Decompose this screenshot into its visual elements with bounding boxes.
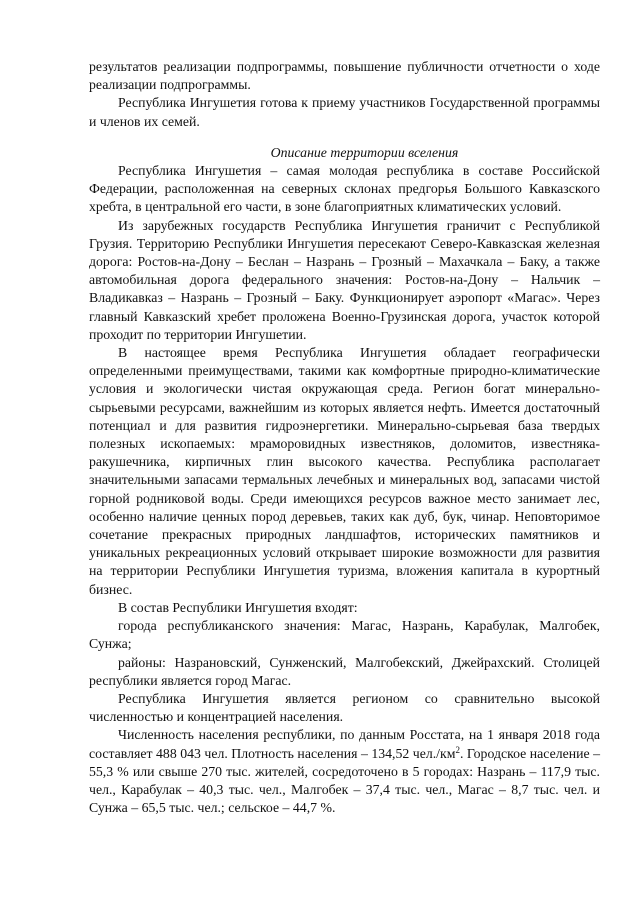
population-text-end: . Городское население – 55,3 % или свыше 270 тыс. жителей, сосредоточено в 5 городах: Назрань – 117,9 тыс. чел., Карабулак – 40,3 тыс. чел., Малгобек – 37,4 тыс. чел., Магас – 8,7 тыс. чел. и Сунжа – 65,5 тыс. чел.; сельское – 44,7 %. [89, 745, 600, 816]
paragraph-population-stats [89, 726, 600, 817]
paragraph-readiness: Республика Ингушетия готова к приему участников Государственной программы и членов их семей. [89, 95, 600, 129]
paragraph-cities: города республиканского значения: Магас, Назрань, Карабулак, Малгобек, Сунжа; [89, 618, 600, 652]
paragraph-resources: В настоящее время Республика Ингушетия обладает географически определенными преимуществами, такими как комфортные природно-климатические условия и экологически чистая окружающая среда. Регион богат минерально-сырьевыми ресурсами, важнейшим из которых является нефть. Имеется достаточный потенциал и для развития гидроэнергетики. Минерально-сырьевая база твердых полезных ископаемых: мраморовидных известняков, доломитов, известняка-ракушечника, кирпичных глин высокого качества. Республика располагает значительными запасами термальных лечебных и минеральных вод, запасами чистой горной родниковой воды. Среди имеющихся ресурсов важное место занимает лес, особенно наличие ценных пород деревьев, таких как дуб, бук, чинар. Неповторимое сочетание прекрасных природных ландшафтов, исторических памятников и уникальных рекреационных условий открывает широкие возможности для развития на территории Республики Ингушетия туризма, вложения капитала в курортный бизнес. [89, 345, 600, 597]
paragraph-continuation: результатов реализации подпрограммы, повышение публичности отчетности о ходе реализации подпрограммы. [89, 59, 600, 93]
population-text-start: Численность населения республики, по данным Росстата, на 1 января 2018 года составляет 488 043 чел. Плотность населения – 134,52 чел./км [89, 727, 600, 761]
paragraph-population-density: Республика Ингушетия является регионом со сравнительно высокой численностью и концентрацией населения. [89, 690, 600, 725]
paragraph-overview: Республика Ингушетия – самая молодая республика в составе Российской Федерации, расположенная на северных склонах предгорья Большого Кавказского хребта, в центральной его части, в зоне благоприятных климатических условий. [89, 163, 600, 215]
paragraph-transport: Из зарубежных государств Республика Ингушетия граничит с Республикой Грузия. Территорию Республики Ингушетия пересекают Северо-Кавказская железная дорога: Ростов-на-Дону – Беслан – Назрань – Грозный – Махачкала – Баку, а также автомобильная дорога федерального значения: Ростов-на-Дону – Нальчик – Владикавказ – Назрань – Грозный – Баку. Функционирует аэропорт «Магас». Через главный Кавказский хребет проложена Военно-Грузинская дорога, участок которой проходит по территории Ингушетии. [89, 217, 600, 342]
superscript-squared: 2 [455, 744, 460, 755]
paragraph-composition-intro: В состав Республики Ингушетия входят: [118, 599, 358, 615]
section-heading: Описание территории вселения [270, 144, 459, 160]
spacer [89, 131, 600, 144]
paragraph-districts: районы: Назрановский, Сунженский, Малгобекский, Джейрахский. Столицей республики является город Магас. [89, 654, 600, 688]
